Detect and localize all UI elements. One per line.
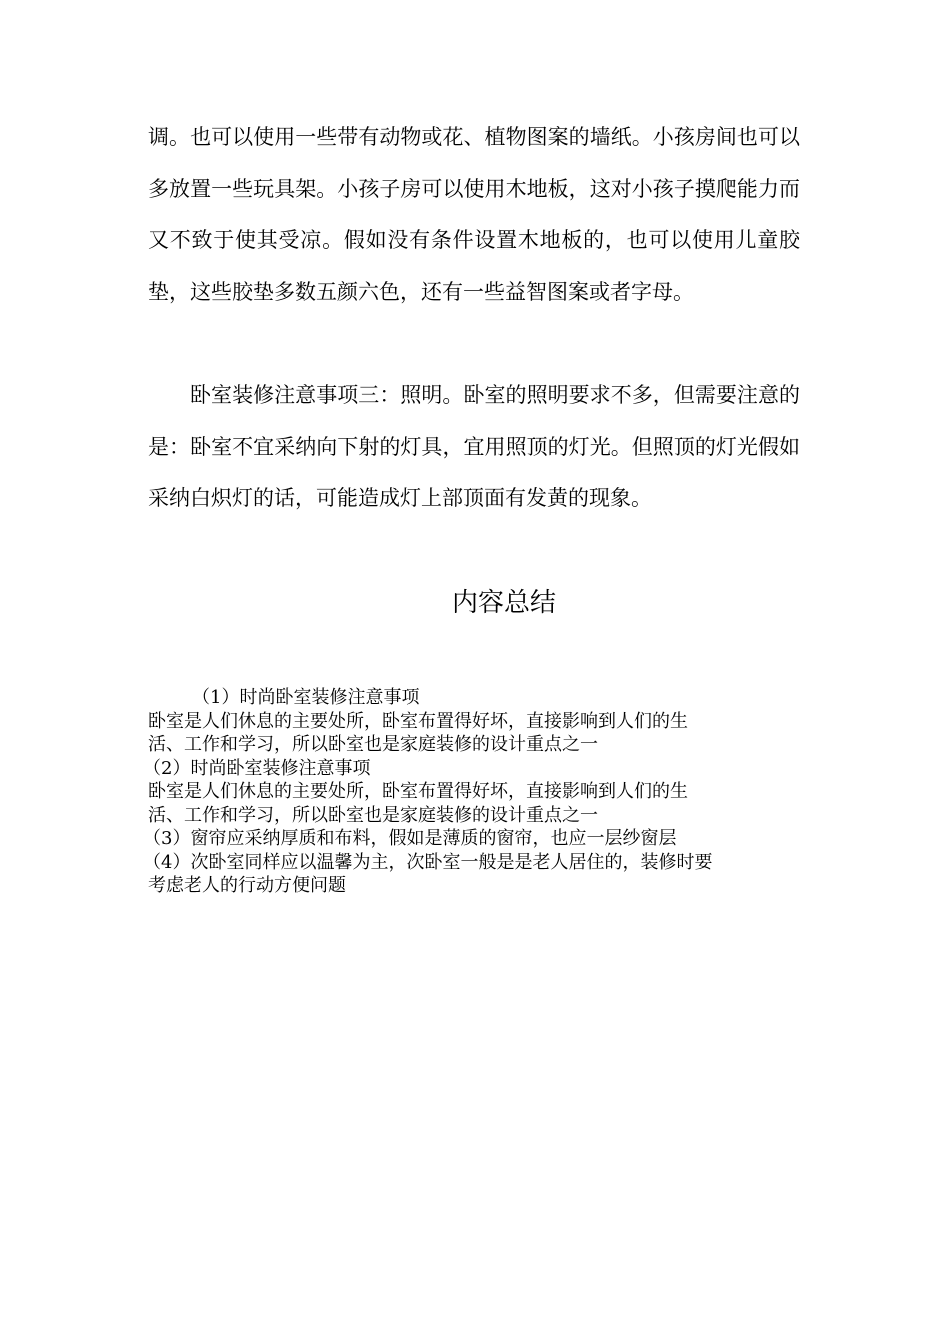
- summary-line: （2）时尚卧室装修注意事项: [143, 757, 371, 779]
- summary-line: 卧室是人们休息的主要处所，卧室布置得好坏，直接影响到人们的生: [148, 781, 688, 802]
- summary-line: 卧室是人们休息的主要处所，卧室布置得好坏，直接影响到人们的生: [148, 710, 688, 732]
- section-heading: 内容总结: [451, 588, 556, 618]
- summary-line: （1）时尚卧室装修注意事项: [192, 687, 420, 708]
- body-paragraph-2: 卧室装修注意事项三：照明。卧室的照明要求不多，但需要注意的是：卧室不宜采纳向下射的灯具，宜用照顶的灯光。但照顶的灯光假如采纳白炽灯的话，可能造成灯上部顶面有发黄的现象。: [148, 383, 800, 510]
- summary-line: 考虑老人的行动方便问题: [148, 875, 346, 896]
- summary-block: [143, 686, 808, 898]
- summary-line: （3）窗帘应采纳厚质和布料，假如是薄质的窗帘，也应一层纱窗层: [143, 828, 677, 849]
- summary-line: （4）次卧室同样应以温馨为主，次卧室一般是是老人居住的，装修时要: [143, 851, 713, 873]
- summary-line: 活、工作和学习，所以卧室也是家庭装修的设计重点之一: [148, 734, 598, 755]
- body-paragraph-1: 调。也可以使用一些带有动物或花、植物图案的墙纸。小孩房间也可以多放置一些玩具架。小孩子房可以使用木地板，这对小孩子摸爬能力而又不致于使其受凉。假如没有条件设置木地板的，也可以使用儿童胶垫，这些胶垫多数五颜六色，还有一些益智图案或者字母。: [148, 125, 800, 304]
- summary-line: 活、工作和学习，所以卧室也是家庭装修的设计重点之一: [148, 804, 598, 826]
